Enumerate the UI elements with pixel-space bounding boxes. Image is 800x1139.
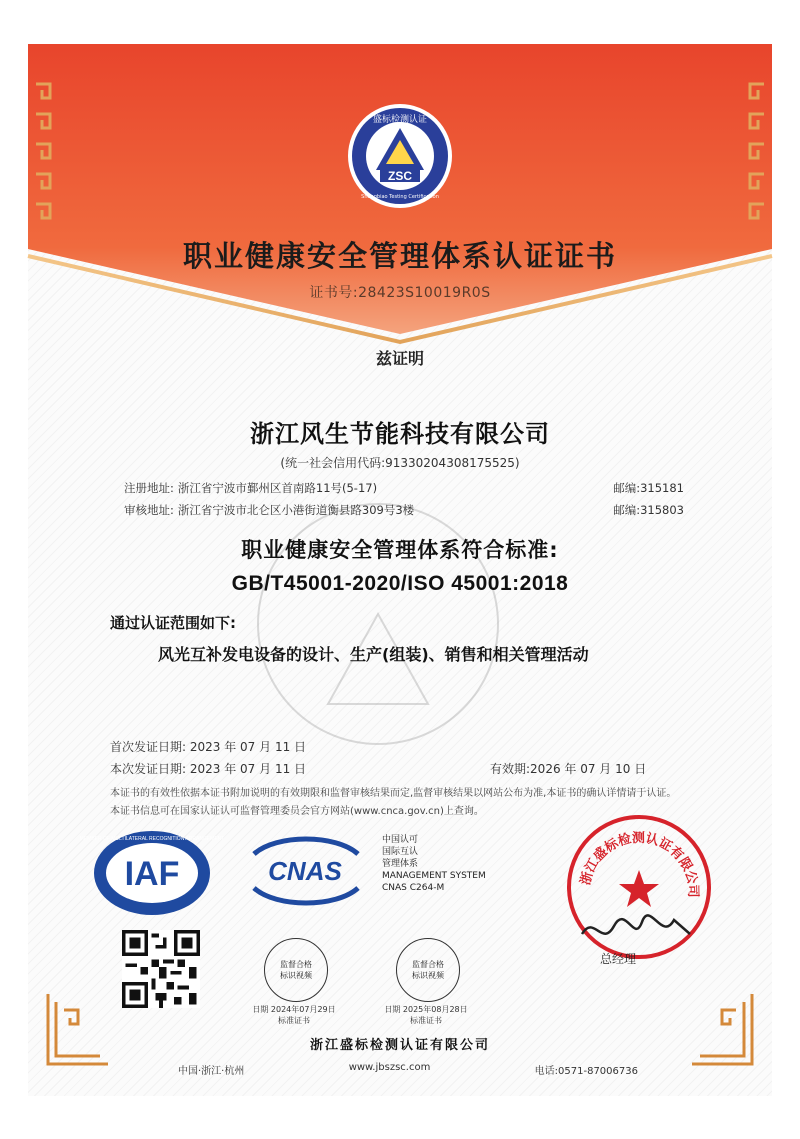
watermark-emblem: [248, 584, 508, 754]
supervision-stamp-1: [264, 938, 328, 1002]
certificate-sheet: [28, 44, 772, 1096]
cnas-caption: [382, 834, 486, 894]
cnas-logo: [246, 832, 364, 910]
logo-arc-text: 盛标检测认证: [372, 115, 428, 125]
first-issue-row: [110, 738, 670, 755]
iaf-logo: [79, 829, 225, 917]
issuer-phone: 电话:0571-87006736: [534, 1066, 638, 1077]
seal-ring-text: 浙江盛标检测认证有限公司: [578, 830, 701, 898]
logo-bottom-text: Shengbiao Testing Certification: [361, 194, 439, 200]
cnas-caption-line: 国际互认: [382, 847, 419, 857]
review-zip-label: 邮编:: [613, 503, 641, 517]
cnas-caption-line: 管理体系: [382, 859, 419, 869]
issuer-contact-row: [178, 1062, 638, 1077]
credit-code: (统一社会信用代码:91330204308175525): [280, 456, 520, 470]
review-address-label: 审核地址:: [124, 503, 174, 517]
stamp-caption-note: 标准证书: [278, 1016, 310, 1025]
stamp-line: 监督合格: [412, 960, 444, 969]
issuer-website: www.jbszsc.com: [348, 1062, 431, 1073]
note-line-2: 本证书信息可在国家认证认可监督管理委员会官方网站(www.cnca.gov.cn)上查询。: [110, 806, 484, 817]
stamp-caption-note: 标准证书: [410, 1016, 442, 1025]
supervision-stamp-2: [396, 938, 460, 1002]
registered-address-label: 注册地址:: [124, 481, 174, 495]
stamp-line: 监督合格: [280, 960, 312, 969]
registered-address-value: 浙江省宁波市鄞州区首南路11号(5-17): [177, 481, 378, 495]
iaf-text: IAF: [124, 855, 180, 893]
this-issue-label: 本次发证日期:: [110, 762, 187, 776]
review-zip-value: 315803: [640, 503, 684, 517]
stamp-caption-date: 日期 2024年07月29日: [252, 1005, 336, 1014]
standard-code: GB/T45001-2020/ISO 45001:2018: [231, 572, 569, 595]
scope-text: 风光互补发电设备的设计、生产(组装)、销售和相关管理活动: [158, 645, 589, 664]
stamp-caption-1: [234, 1004, 354, 1026]
registered-zip-label: 邮编:: [613, 481, 641, 495]
cnas-text: CNAS: [268, 856, 342, 886]
scope-label: 通过认证范围如下:: [110, 614, 236, 632]
registered-address-row: [124, 480, 684, 496]
valid-until-value: 2026 年 07 月 10 日: [530, 762, 647, 776]
cnas-caption-line: MANAGEMENT SYSTEM: [382, 871, 486, 881]
registered-zip-value: 315181: [640, 481, 684, 495]
company-name: 浙江风生节能科技有限公司: [250, 420, 550, 448]
stamp-line: 标识视频: [280, 971, 312, 980]
standard-line: 职业健康安全管理体系符合标准:: [241, 538, 559, 562]
certificate-title: 职业健康安全管理体系认证证书: [182, 239, 617, 273]
issuer-location: 中国·浙江·杭州: [178, 1066, 245, 1077]
signature-title: 总经理: [600, 952, 637, 966]
zsc-logo: [346, 102, 454, 210]
review-address-value: 浙江省宁波市北仑区小港街道衡县路309号3楼: [177, 503, 415, 517]
cnas-caption-line: CNAS C264-M: [382, 883, 445, 893]
signature: [576, 904, 696, 954]
qr-code: [122, 930, 200, 1008]
first-issue-value: 2023 年 07 月 11 日: [189, 740, 307, 754]
note-line-1: 本证书的有效性依据本证书附加说明的有效期限和监督审核结果而定,监督审核结果以网站公布为准,本证书的确认详情请于认证。: [110, 788, 677, 799]
certificate-number: 证书号:28423S10019R0S: [309, 285, 491, 301]
stamp-caption-date: 日期 2025年08月28日: [384, 1005, 468, 1014]
review-address-row: [124, 502, 684, 518]
prove-label: 兹证明: [375, 349, 424, 368]
cnas-caption-line: 中国认可: [382, 835, 419, 845]
stamp-line: 标识视频: [412, 971, 444, 980]
logo-acronym: ZSC: [388, 169, 412, 183]
first-issue-label: 首次发证日期:: [110, 740, 187, 754]
valid-until-label: 有效期:: [490, 762, 531, 776]
this-issue-row: [110, 760, 670, 777]
iaf-ring-text: MEMBER OF MULTILATERAL RECOGNITION ARRANGEMENT: [79, 836, 225, 842]
issuer-name: 浙江盛标检测认证有限公司: [309, 1038, 490, 1053]
this-issue-value: 2023 年 07 月 11 日: [189, 762, 307, 776]
stamp-caption-2: [366, 1004, 486, 1026]
